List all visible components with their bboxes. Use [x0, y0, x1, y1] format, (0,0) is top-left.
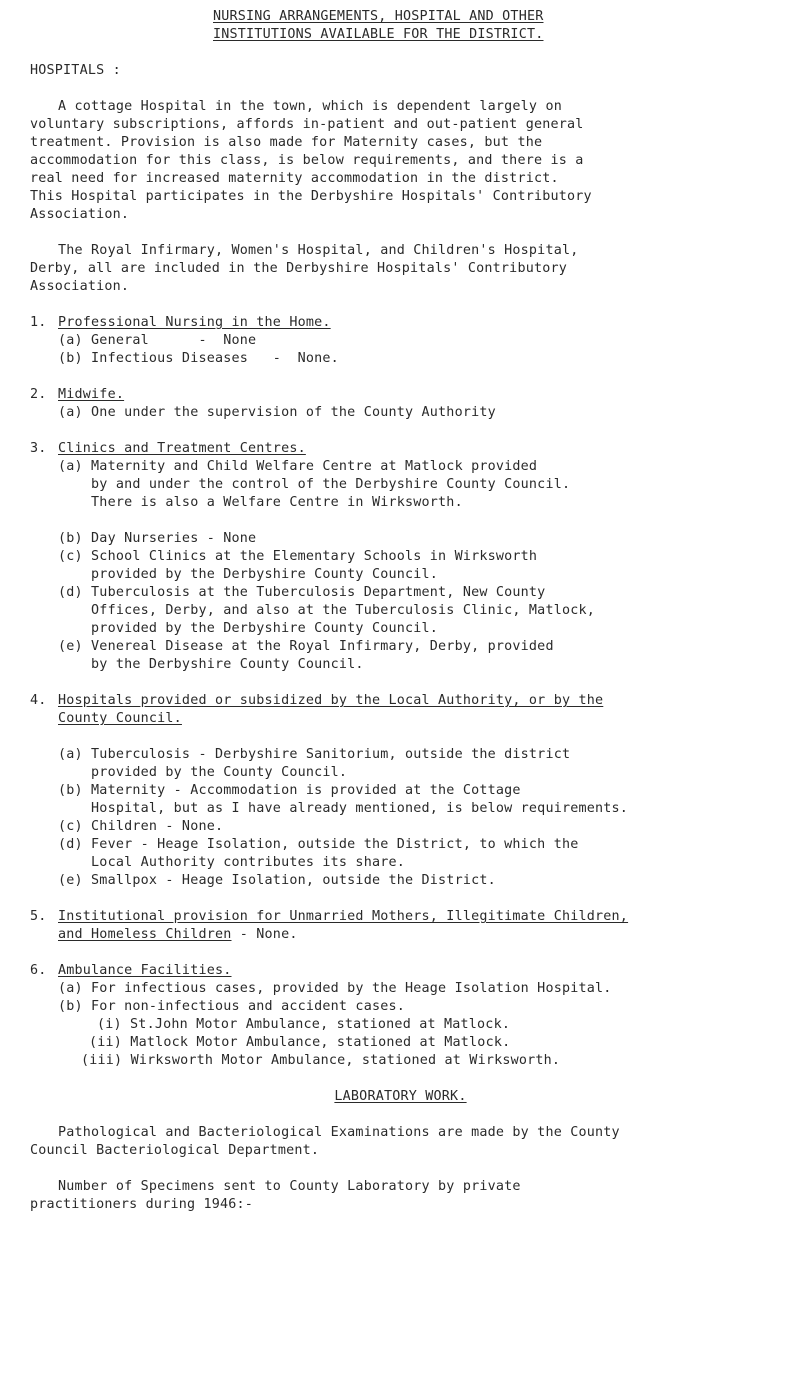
hospitals-para1-line: Association. [30, 207, 130, 222]
section-3-item-a: There is also a Welfare Centre in Wirksworth. [58, 495, 463, 510]
section-2-title: Midwife. [58, 387, 125, 402]
section-5-answer: - None. [231, 927, 298, 942]
section-6-item-ii: (ii) Matlock Motor Ambulance, stationed at Matlock. [89, 1035, 511, 1050]
section-5-title-tail: and Homeless Children [58, 927, 232, 942]
section-1-item-b: (b) Infectious Diseases - None. [58, 351, 339, 366]
title-line-1: NURSING ARRANGEMENTS, HOSPITAL AND OTHER [213, 9, 544, 24]
section-4-item-b: Hospital, but as I have already mentioned, is below requirements. [58, 801, 629, 816]
section-5-title: Institutional provision for Unmarried Mothers, Illegitimate Children, [58, 909, 629, 924]
section-5-number: 5. [30, 909, 47, 924]
section-5-title-continued [58, 926, 298, 943]
title-line-2: INSTITUTIONS AVAILABLE FOR THE DISTRICT. [213, 27, 544, 42]
hospitals-para1-line: This Hospital participates in the Derbyshire Hospitals' Contributory [30, 189, 592, 204]
hospitals-heading: HOSPITALS : [30, 63, 121, 78]
section-6-item-a: (a) For infectious cases, provided by the Heage Isolation Hospital. [58, 981, 612, 996]
hospitals-para1-line: accommodation for this class, is below requirements, and there is a [30, 153, 584, 168]
section-4-item-d: Local Authority contributes its share. [58, 855, 405, 870]
section-3-item-a: by and under the control of the Derbyshire County Council. [58, 477, 571, 492]
section-1-number: 1. [30, 315, 47, 330]
laboratory-para2-line: Number of Specimens sent to County Laboratory by private [58, 1179, 521, 1194]
section-3-item-d: provided by the Derbyshire County Council. [58, 621, 439, 636]
laboratory-para1-line: Pathological and Bacteriological Examinations are made by the County [58, 1125, 620, 1140]
section-3-item-e: (e) Venereal Disease at the Royal Infirmary, Derby, provided [58, 639, 554, 654]
hospitals-para1-line: real need for increased maternity accommodation in the district. [30, 171, 559, 186]
section-3-item-e: by the Derbyshire County Council. [58, 657, 364, 672]
section-3-item-c: provided by the Derbyshire County Council. [58, 567, 439, 582]
hospitals-para1-line: voluntary subscriptions, affords in-patient and out-patient general [30, 117, 584, 132]
section-6-number: 6. [30, 963, 47, 978]
section-4-number: 4. [30, 693, 47, 708]
section-3-item-c: (c) School Clinics at the Elementary Schools in Wirksworth [58, 549, 538, 564]
hospitals-para2-line: Derby, all are included in the Derbyshire Hospitals' Contributory [30, 261, 568, 276]
section-3-number: 3. [30, 441, 47, 456]
section-3-item-d: Offices, Derby, and also at the Tuberculosis Clinic, Matlock, [58, 603, 596, 618]
section-3-item-a: (a) Maternity and Child Welfare Centre at Matlock provided [58, 459, 538, 474]
hospitals-para2-line: The Royal Infirmary, Women's Hospital, and Children's Hospital, [58, 243, 579, 258]
section-1-item-a: (a) General - None [58, 333, 257, 348]
section-2-number: 2. [30, 387, 47, 402]
section-4-item-b: (b) Maternity - Accommodation is provided at the Cottage [58, 783, 521, 798]
hospitals-para2-line: Association. [30, 279, 130, 294]
section-6-title: Ambulance Facilities. [58, 963, 232, 978]
section-4-title: County Council. [58, 711, 182, 726]
hospitals-para1-line: treatment. Provision is also made for Maternity cases, but the [30, 135, 543, 150]
section-6-item-i: (i) St.John Motor Ambulance, stationed at Matlock. [97, 1017, 511, 1032]
laboratory-para2-line: practitioners during 1946:- [30, 1197, 254, 1212]
section-4-item-c: (c) Children - None. [58, 819, 224, 834]
section-4-item-a: provided by the County Council. [58, 765, 348, 780]
section-6-item-b: (b) For non-infectious and accident cases. [58, 999, 405, 1014]
laboratory-para1-line: Council Bacteriological Department. [30, 1143, 320, 1158]
section-6-item-iii: (iii) Wirksworth Motor Ambulance, stationed at Wirksworth. [81, 1053, 561, 1068]
section-1-title: Professional Nursing in the Home. [58, 315, 331, 330]
section-4-item-a: (a) Tuberculosis - Derbyshire Sanitorium, outside the district [58, 747, 571, 762]
section-4-item-e: (e) Smallpox - Heage Isolation, outside the District. [58, 873, 496, 888]
hospitals-para1-line: A cottage Hospital in the town, which is dependent largely on [58, 99, 562, 114]
laboratory-heading: LABORATORY WORK. [334, 1089, 467, 1104]
section-3-item-d: (d) Tuberculosis at the Tuberculosis Department, New County [58, 585, 546, 600]
section-3-item-b: (b) Day Nurseries - None [58, 531, 257, 546]
section-4-item-d: (d) Fever - Heage Isolation, outside the District, to which the [58, 837, 579, 852]
section-2-item-a: (a) One under the supervision of the County Authority [58, 405, 496, 420]
section-4-title: Hospitals provided or subsidized by the Local Authority, or by the [58, 693, 604, 708]
section-3-title: Clinics and Treatment Centres. [58, 441, 306, 456]
